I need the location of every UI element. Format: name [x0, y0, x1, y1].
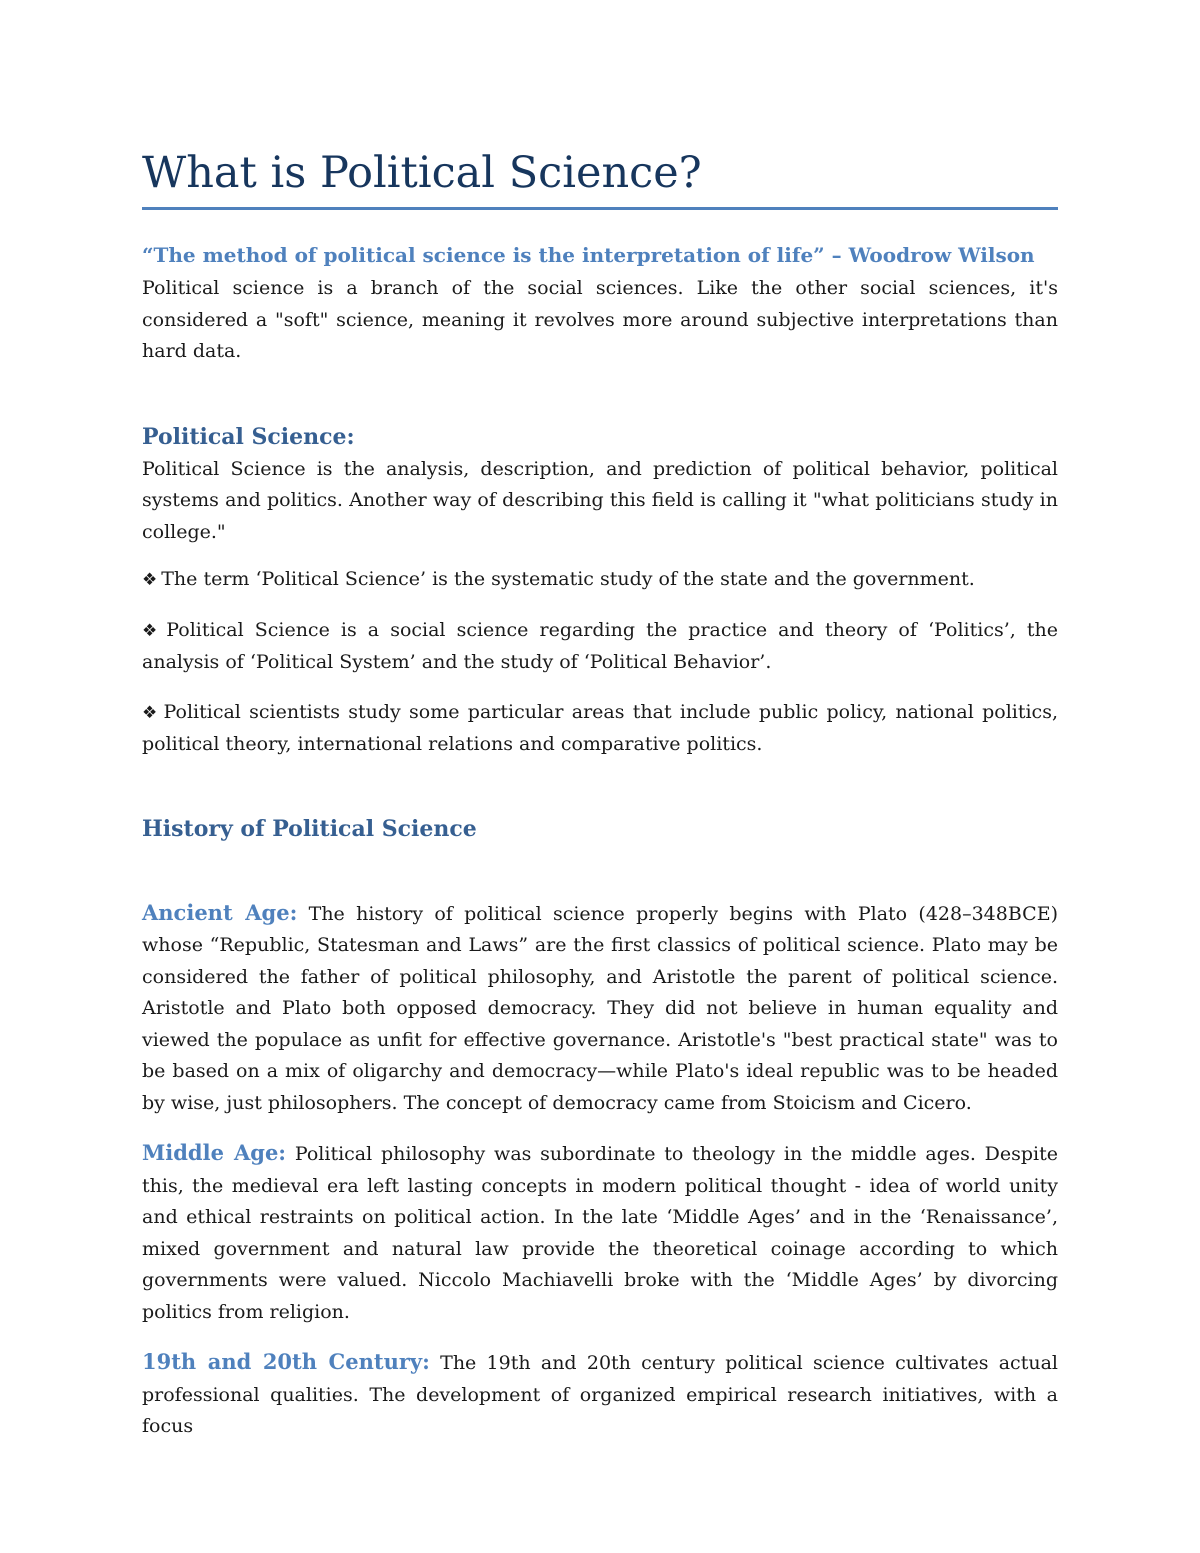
ancient-age-text: The history of political science properly begins with Plato (428–348BCE) whose “Republic, Statesman and Laws” are the first classics of political science. Plato may be considered the father of political philosophy, and Aristotle the parent of political science. Aristotle and Plato both opposed democracy. They did not believe in human equality and viewed the populace as unfit for effective governance. Aristotle's "best practical state" was to be based on a mix of oligarchy and democracy—while Plato's ideal republic was to be headed by wise, just philosophers. The concept of democracy came from Stoicism and Cicero.: [142, 902, 1058, 1114]
bullet-text: Political Science is a social science regarding the practice and theory of ‘Politics’, the analysis of ‘Political System’ and the study of ‘Political Behavior’.: [142, 618, 1058, 673]
diamond-bullet-icon: ❖: [142, 702, 160, 723]
intro-paragraph: Political science is a branch of the social sciences. Like the other social sciences, it's considered a "soft" science, meaning it revolves more around subjective interpretations than hard data.: [142, 277, 1058, 362]
document-title: What is Political Science?: [142, 148, 702, 198]
middle-age-paragraph: [142, 1137, 1058, 1328]
bullet-item: [142, 697, 1058, 761]
bullet-text: Political scientists study some particular areas that include public policy, national politics, political theory, international relations and comparative politics.: [142, 700, 1058, 755]
diamond-bullet-icon: ❖: [142, 570, 158, 590]
bullet-item: [142, 615, 1058, 679]
bullet-text: The term ‘Political Science’ is the systematic study of the state and the government.: [161, 568, 975, 590]
modern-century-text: The 19th and 20th century political science cultivates actual professional qualities. The development of organized empirical research initiatives, with a focus: [142, 1352, 1058, 1437]
definition-paragraph: Political Science is the analysis, description, and prediction of political behavior, political systems and politics. Another way of describing this field is calling it "what politicians study in college.": [142, 457, 1058, 543]
bullet-item: [142, 564, 1058, 597]
ancient-age-label: Ancient Age:: [142, 899, 298, 925]
wilson-quote: “The method of political science is the interpretation of life” – Woodrow Wilson: [142, 243, 1035, 267]
section-heading-history: History of Political Science: [142, 815, 477, 842]
ancient-age-paragraph: [142, 897, 1058, 1120]
modern-century-paragraph: [142, 1346, 1058, 1443]
diamond-bullet-icon: ❖: [142, 620, 163, 641]
middle-age-text: Political philosophy was subordinate to theology in the middle ages. Despite this, the medieval era left lasting concepts in modern political thought - idea of world unity and ethical restraints on political action. In the late ‘Middle Ages’ and in the ‘Renaissance’, mixed government and natural law provide the theoretical coinage according to which governments were valued. Niccolo Machiavelli broke with the ‘Middle Ages’ by divorcing politics from religion.: [142, 1143, 1058, 1323]
middle-age-label: Middle Age:: [142, 1140, 287, 1165]
title-underline: [142, 207, 1058, 210]
section-heading-political-science: Political Science:: [142, 423, 355, 450]
modern-century-label: 19th and 20th Century:: [142, 1349, 430, 1374]
